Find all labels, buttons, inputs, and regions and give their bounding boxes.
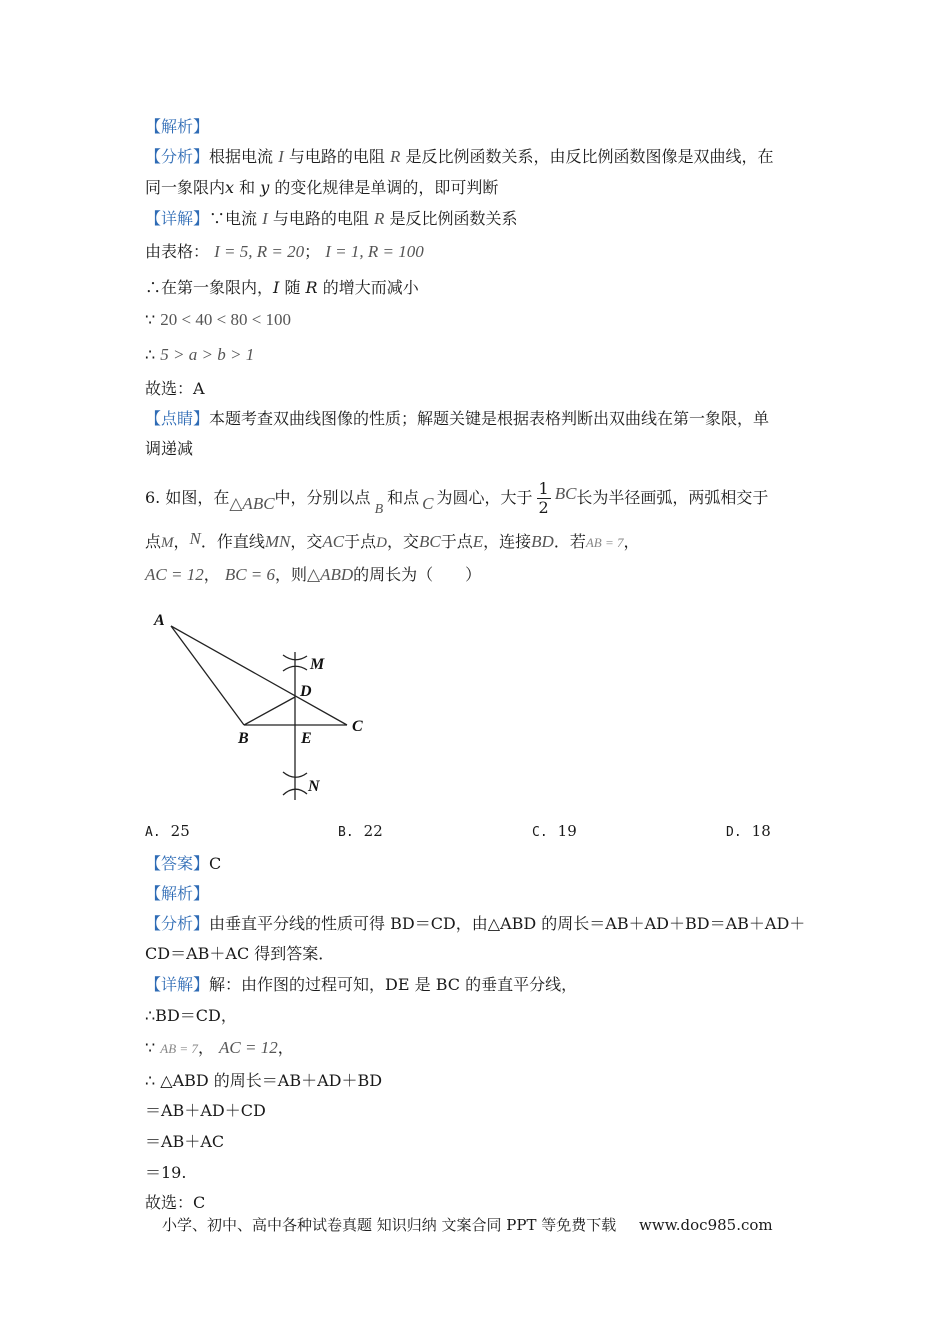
step-line-1: [145, 277, 419, 299]
option-a[interactable]: [145, 822, 190, 840]
text: 的周长为（ ）: [353, 565, 482, 584]
var-r: R: [305, 278, 318, 297]
q6-line-3: [145, 564, 481, 586]
xiangjie-tag: 【详解】: [145, 975, 210, 994]
tri-abc: △ABC: [229, 494, 275, 513]
text: 的变化规律是单调的，即可判断: [274, 178, 499, 197]
text: ＝AB＋AD＋CD: [145, 1101, 266, 1120]
option-letter: B.: [338, 825, 354, 840]
footer-text: 小学、初中、高中各种试卷真题 知识归纳 文案合同 PPT 等免费下载: [162, 1216, 617, 1234]
text: ，: [173, 532, 190, 551]
because-symbol: ∵: [145, 1038, 156, 1057]
xiangjie-line-s2-7: [145, 1162, 186, 1184]
text: ∴BD＝CD，: [145, 1006, 237, 1025]
label-m: M: [310, 656, 325, 673]
text: 随: [284, 278, 301, 297]
point-m: M: [161, 535, 174, 551]
xiangjie-line-s2-6: [145, 1131, 224, 1153]
page-footer: [162, 1214, 773, 1235]
text: 同一象限内: [145, 178, 226, 197]
var-i: I: [273, 278, 280, 297]
text: 根据电流: [209, 147, 274, 166]
segment-bd: BD: [531, 532, 554, 551]
text: ∴ △ABD 的周长＝AB＋AD＋BD: [145, 1071, 383, 1090]
segment-ab: [171, 626, 244, 725]
jiexi-heading: [145, 116, 209, 138]
q6-line-1: [145, 478, 768, 520]
fraction-half: [537, 480, 551, 517]
text: 6. 如图，在: [145, 488, 230, 507]
text: 的增大而减小: [322, 278, 419, 297]
because-symbol: ∵: [145, 310, 156, 329]
text: 调递减: [145, 439, 194, 458]
text: 由表格：: [145, 242, 210, 261]
text: ，: [197, 1038, 214, 1057]
text: 本题考查双曲线图像的性质；解题关键是根据表格判断出双曲线在第一象限，单: [209, 409, 770, 428]
q6-line-2: [145, 531, 640, 554]
var-r: R: [390, 147, 401, 166]
option-value: 22: [363, 822, 383, 840]
fraction-numerator: 1: [538, 479, 549, 498]
text: 与电路的电阻: [272, 209, 369, 228]
xiangjie-line-s2-2: [145, 1005, 237, 1027]
ineq-line-1: [145, 309, 291, 331]
label-a: A: [154, 612, 165, 629]
text: ，: [623, 532, 640, 551]
text: 解：由作图的过程可知，DE 是 BC 的垂直平分线，: [209, 975, 578, 994]
xiangjie-line-s2-4: [145, 1070, 382, 1092]
text: 与电路的电阻: [288, 147, 385, 166]
text: ，则: [275, 565, 308, 584]
point-d: D: [376, 535, 387, 551]
therefore-symbol: ∴: [145, 345, 156, 364]
text: ，交: [387, 532, 420, 551]
eq-bc: BC = 6: [224, 565, 276, 584]
text: 中，分别以点: [274, 488, 371, 507]
dianjing-line-1: [145, 408, 769, 430]
table-eq-1: I = 5, R = 20: [214, 242, 305, 261]
segment-ac-line: [171, 626, 347, 725]
answer-text: 故选：A: [145, 379, 205, 398]
text: ＝19.: [145, 1163, 187, 1182]
option-value: 18: [751, 822, 771, 840]
text: 于点: [344, 532, 377, 551]
text: 由垂直平分线的性质可得 BD＝CD，由△ABD 的周长＝AB＋AD＋BD＝AB＋AD＋: [209, 914, 806, 933]
option-value: 25: [170, 822, 190, 840]
text: 于点: [440, 532, 473, 551]
option-d[interactable]: [726, 822, 771, 840]
xiangjie-line-s2-1: [145, 974, 577, 996]
eq-ac: AC = 12: [145, 565, 204, 584]
point-e: E: [472, 532, 484, 551]
var-x: x: [225, 178, 235, 197]
point-n: N: [189, 529, 201, 548]
fenxi-line-1: [145, 146, 774, 168]
ineq-1: 20 < 40 < 80 < 100: [160, 310, 292, 329]
xiangjie-line-s2-3: [145, 1037, 294, 1060]
fenxi-tag: 【分析】: [145, 914, 210, 933]
geometry-figure: [140, 600, 380, 810]
var-r: R: [374, 209, 385, 228]
daan-tag: 【答案】: [145, 854, 210, 873]
text: ＝AB＋AC: [145, 1132, 225, 1151]
segment-ac: AC: [322, 532, 345, 551]
option-value: 19: [557, 822, 577, 840]
label-n: N: [308, 778, 320, 795]
dianjing-line-2: [145, 438, 193, 460]
text: 点: [145, 532, 162, 551]
jiexi-tag: 【解析】: [145, 884, 210, 903]
text: ，交: [290, 532, 323, 551]
text: ，连接: [483, 532, 532, 551]
var-i: I: [262, 209, 268, 228]
xiangjie-line-1: [145, 208, 518, 230]
option-b[interactable]: [338, 822, 383, 840]
point-c: C: [422, 494, 434, 513]
text: ．若: [553, 532, 586, 551]
table-eq-2: I = 1, R = 100: [325, 242, 424, 261]
fenxi-line-s2-1: [145, 913, 805, 935]
answer-line-2: [145, 1192, 205, 1214]
xiangjie-tag: 【详解】: [145, 209, 210, 228]
fenxi-tag: 【分析】: [145, 147, 210, 166]
line-mn: MN: [264, 532, 291, 551]
text: 长为半径画弧，两弧相交于: [576, 488, 769, 507]
text: CD＝AB＋AC 得到答案．: [145, 944, 335, 963]
dianjing-tag: 【点睛】: [145, 409, 210, 428]
ineq-2: 5 > a > b > 1: [160, 345, 255, 364]
text: ，: [277, 1038, 294, 1057]
text: 和点: [387, 488, 420, 507]
text: 为圆心，大于: [436, 488, 533, 507]
fraction-denominator: 2: [538, 498, 549, 517]
eq-ab: AB = 7: [585, 535, 624, 550]
point-b: B: [374, 502, 384, 517]
option-letter: C.: [532, 825, 548, 840]
eq-ab: AB = 7: [160, 1041, 198, 1056]
daan-line: [145, 853, 221, 875]
text: ；: [304, 242, 321, 261]
var-i: I: [278, 147, 284, 166]
fenxi-line-2: [145, 177, 498, 199]
text: 是反比例函数关系: [389, 209, 518, 228]
eq-ac: AC = 12: [219, 1038, 278, 1057]
xiangjie-line-s2-5: [145, 1100, 266, 1122]
text: 是反比例函数关系，由反比例函数图像是双曲线，在: [405, 147, 774, 166]
answer-value: C: [209, 854, 222, 873]
text: ，: [203, 565, 220, 584]
option-letter: A.: [145, 825, 161, 840]
jiexi-tag: 【解析】: [145, 117, 210, 136]
var-y: y: [260, 178, 270, 197]
table-line: [145, 241, 424, 263]
fenxi-line-s2-2: [145, 943, 334, 965]
text: ∴在第一象限内，: [145, 278, 274, 297]
option-c[interactable]: [532, 822, 577, 840]
tri-abd: △ABD: [307, 565, 354, 584]
ineq-line-2: [145, 344, 254, 366]
answer-text: 故选：C: [145, 1193, 206, 1212]
answer-line-1: [145, 378, 205, 400]
segment-bc: BC: [419, 532, 441, 551]
label-b: B: [238, 730, 249, 747]
text: 和: [239, 178, 256, 197]
label-c: C: [352, 718, 363, 735]
option-letter: D.: [726, 825, 742, 840]
text: ．作直线: [200, 532, 265, 551]
text: ∵电流: [209, 209, 258, 228]
label-e: E: [301, 730, 312, 747]
footer-link[interactable]: www.doc985.com: [639, 1216, 773, 1234]
label-d: D: [300, 683, 312, 700]
jiexi-heading-2: [145, 883, 209, 905]
segment-bd-line: [244, 697, 295, 725]
segment-bc: BC: [554, 484, 577, 503]
